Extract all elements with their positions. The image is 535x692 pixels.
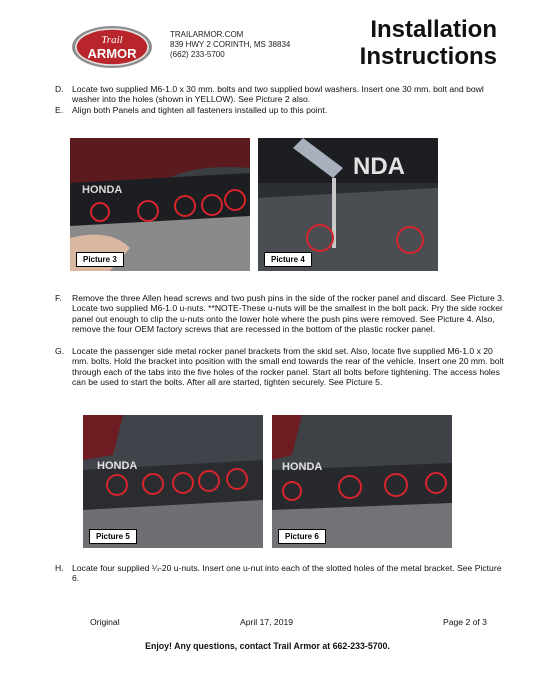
picture-5-caption: Picture 5: [89, 529, 137, 544]
footer-date: April 17, 2019: [240, 617, 294, 627]
step-g: [55, 346, 505, 388]
picture-6-photo: [272, 415, 452, 548]
step-letter: D.: [55, 84, 64, 94]
honda-decal: HONDA: [97, 460, 138, 472]
company-info: [170, 30, 290, 60]
picture-3-photo: [70, 138, 250, 271]
honda-decal: HONDA: [82, 184, 123, 196]
company-phone: (662) 233-5700: [170, 50, 225, 59]
picture-6-caption: Picture 6: [278, 529, 326, 544]
logo-text-top: Trail: [101, 34, 123, 46]
step-letter: H.: [55, 563, 64, 573]
step-text: Locate four supplied ¼-20 u-nuts. Insert one u-nut into each of the slotted holes of the metal bracket. See Picture 6.: [72, 563, 502, 584]
footer-original: Original: [90, 617, 120, 627]
logo-text-bottom: ARMOR: [87, 46, 137, 61]
step-f: [55, 293, 505, 335]
picture-4-caption: Picture 4: [264, 252, 312, 267]
honda-decal: HONDA: [282, 461, 323, 473]
step-text: Locate two supplied M6-1.0 x 30 mm. bolts and two supplied bowl washers. Insert one 30 mm. bolt and bowl washer into the holes (shown in YELLOW). See Picture 2 also.: [72, 84, 484, 105]
step-letter: F.: [55, 293, 62, 303]
step-d: [55, 84, 505, 105]
picture-4-photo: [258, 138, 438, 271]
step-text: Remove the three Allen head screws and two push pins in the side of the rocker panel and discard. See Picture 3. Locate two supplied M6-1.0 u-nuts. **NOTE-These u-nuts will be the smallest in the bolt pack. Pry the side rocker panel out enough to clip the u-nuts onto the lower hole where the push pins were removed. See Picture 4. Also, remove the four OEM factory screws that are recessed in the bottom of the plastic rocker panel.: [72, 293, 505, 335]
page-title: Installation Instructions: [359, 16, 497, 70]
footer-contact: Enjoy! Any questions, contact Trail Armor at 662-233-5700.: [145, 641, 390, 651]
honda-decal: NDA: [353, 153, 405, 180]
picture-3-caption: Picture 3: [76, 252, 124, 267]
step-text: Align both Panels and tighten all fasteners installed up to this point.: [72, 105, 328, 115]
step-text: Locate the passenger side metal rocker panel brackets from the skid set. Also, locate five supplied M6-1.0 x 20 mm. bolts. Hold the bracket into position with the small end towards the rear of the vehicle. Insert one 20 mm. bolt through each of the tabs into the five holes of the rocker panel. Start all bolts before tightening. The access holes can be used to start the bolts. After all are started, tighten securely. See Picture 5.: [72, 346, 504, 388]
trail-armor-logo: [70, 24, 154, 70]
company-address: 839 HWY 2 CORINTH, MS 38834: [170, 40, 291, 49]
step-e: [55, 105, 505, 115]
step-h: [55, 563, 505, 584]
picture-5-photo: [83, 415, 263, 548]
step-letter: E.: [55, 105, 64, 115]
step-letter: G.: [55, 346, 65, 356]
company-site: TRAILARMOR.COM: [170, 30, 244, 39]
footer-page-number: Page 2 of 3: [443, 617, 487, 627]
